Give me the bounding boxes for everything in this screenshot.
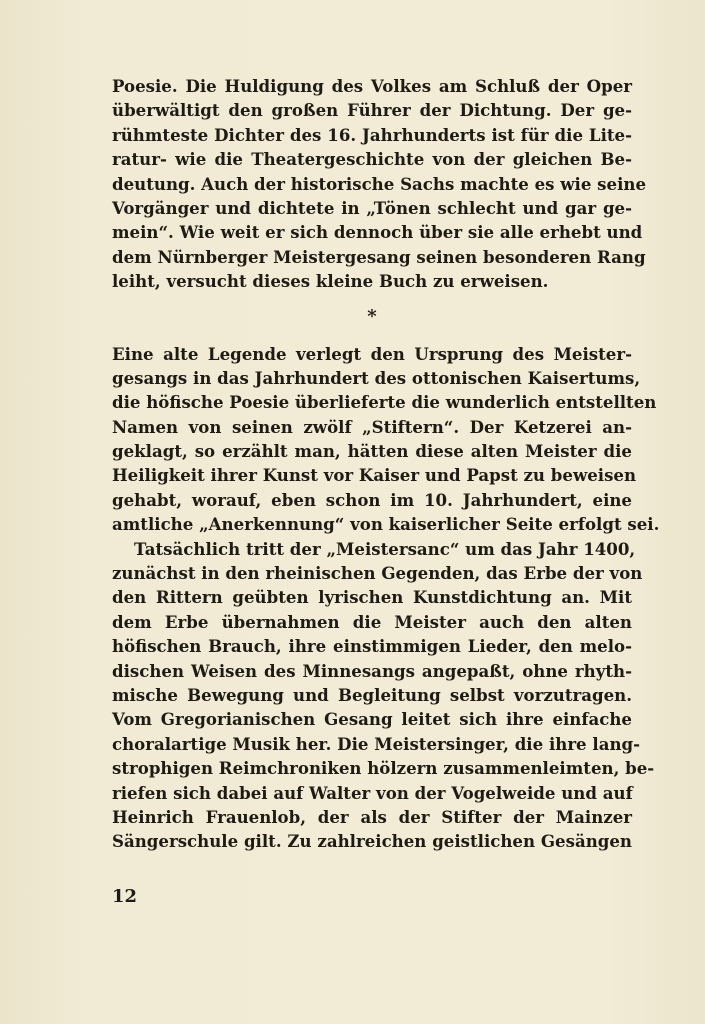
text-line: mische Bewegung und Begleitung selbst vorzutragen.: [112, 684, 632, 705]
text-line: zunächst in den rheinischen Gegenden, das Erbe der von: [112, 563, 643, 584]
text-line: Vorgänger und dichtete in „Tönen schlecht und gar ge-: [112, 197, 632, 218]
text-line: gehabt, worauf, eben schon im 10. Jahrhundert, eine: [112, 489, 632, 510]
body-text: [112, 74, 660, 854]
text-line: rühmteste Dichter des 16. Jahrhunderts ist für die Lite-: [112, 124, 632, 145]
text-line: die höfische Poesie überlieferte die wunderlich entstellten: [112, 392, 657, 413]
text-line: dem Nürnberger Meistergesang seinen besonderen Rang: [112, 246, 646, 267]
text-line: geklagt, so erzählt man, hätten diese alten Meister die: [112, 441, 632, 462]
text-line: leiht, versucht dieses kleine Buch zu erweisen.: [112, 271, 549, 292]
text-line: den Rittern geübten lyrischen Kunstdichtung an. Mit: [112, 587, 632, 608]
section-separator: *: [367, 305, 377, 327]
paragraph-2: [112, 342, 660, 537]
text-line: Heiligkeit ihrer Kunst vor Kaiser und Papst zu beweisen: [112, 465, 637, 486]
text-line: riefen sich dabei auf Walter von der Vogelweide und auf: [112, 782, 633, 803]
text-line: Tatsächlich tritt der „Meistersanc“ um das Jahr 1400,: [134, 538, 636, 559]
text-line: dischen Weisen des Minnesangs angepaßt, ohne rhyth-: [112, 660, 632, 681]
text-line: ratur- wie die Theatergeschichte von der gleichen Be-: [112, 149, 632, 170]
text-line: strophigen Reimchroniken hölzern zusammenleimten, be-: [112, 758, 655, 779]
text-line: Namen von seinen zwölf „Stiftern“. Der Ketzerei an-: [112, 416, 632, 437]
text-line: deutung. Auch der historische Sachs machte es wie seine: [112, 173, 646, 194]
text-line: mein“. Wie weit er sich dennoch über sie alle erhebt und: [112, 222, 643, 243]
text-line: amtliche „Anerkennung“ von kaiserlicher Seite erfolgt sei.: [112, 514, 660, 535]
text-line: gesangs in das Jahrhundert des ottonischen Kaisertums,: [112, 367, 641, 388]
paragraph-3: [112, 537, 655, 854]
page-number: 12: [112, 886, 138, 907]
text-line: Poesie. Die Huldigung des Volkes am Schluß der Oper: [112, 76, 632, 96]
text-line: choralartige Musik her. Die Meistersinger, die ihre lang-: [112, 733, 641, 754]
text-line: Vom Gregorianischen Gesang leitet sich ihre einfache: [112, 709, 632, 730]
text-line: überwältigt den großen Führer der Dichtung. Der ge-: [112, 100, 632, 121]
text-line: dem Erbe übernahmen die Meister auch den alten: [112, 611, 632, 632]
text-line: Heinrich Frauenlob, der als der Stifter der Mainzer: [112, 806, 632, 827]
paragraph-1: [112, 74, 646, 294]
text-line: Eine alte Legende verlegt den Ursprung des Meister-: [112, 343, 632, 364]
text-line: Sängerschule gilt. Zu zahlreichen geistlichen Gesängen: [112, 831, 632, 852]
text-line: höfischen Brauch, ihre einstimmigen Lieder, den melo-: [112, 636, 632, 657]
